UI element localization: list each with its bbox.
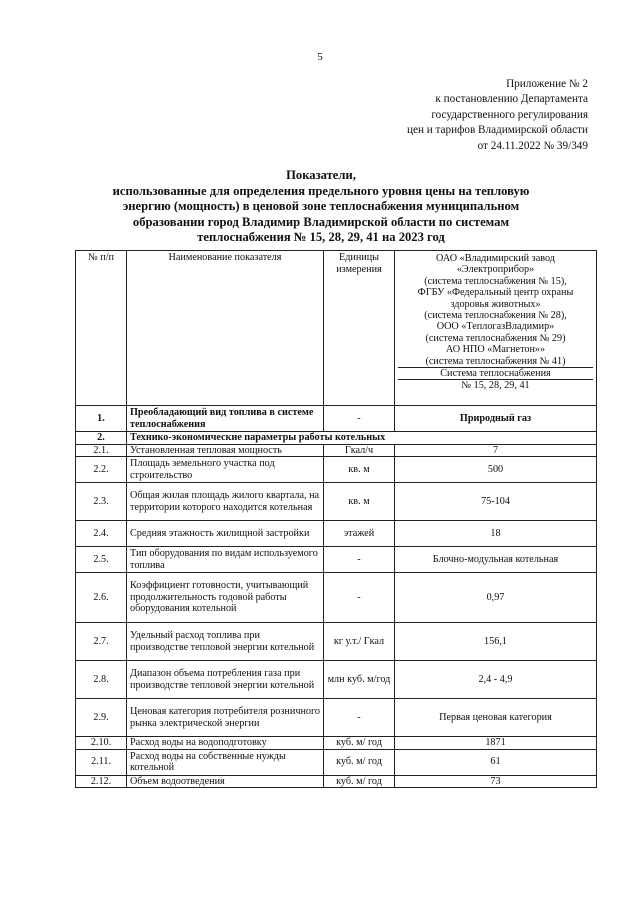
row-num: 2.10. [76, 737, 127, 750]
appendix-line: Приложение № 2 [506, 78, 588, 90]
row-value: 61 [395, 749, 597, 775]
row-name: Расход воды на водоподготовку [127, 737, 324, 750]
row-value: Первая ценовая категория [395, 699, 597, 737]
row-num: 2.9. [76, 699, 127, 737]
row-num: 2.1. [76, 444, 127, 457]
table-row [76, 661, 597, 699]
table-header-row [76, 251, 597, 406]
organizations-list [398, 252, 593, 367]
appendix-line: цен и тарифов Владимирской области [407, 124, 588, 137]
row-value: 156,1 [395, 623, 597, 661]
row-unit: куб. м/ год [324, 775, 395, 788]
row-unit: - [324, 699, 395, 737]
row-unit: - [324, 406, 395, 432]
row-num: 2.5. [76, 547, 127, 573]
header-unit: Единицы измерения [324, 251, 395, 406]
row-unit: этажей [324, 521, 395, 547]
section-title: Технико-экономические параметры работы котельных [127, 432, 597, 445]
row-name: Площадь земельного участка под строительство [127, 457, 324, 483]
row-unit: кв. м [324, 483, 395, 521]
header-num: № п/п [76, 251, 127, 406]
row-name: Объем водоотведения [127, 775, 324, 788]
row-unit: кв. м [324, 457, 395, 483]
row-num: 2.11. [76, 749, 127, 775]
table-row [76, 775, 597, 788]
row-name: Коэффициент готовности, учитывающий продолжительность годовой работы оборудования котельной [127, 573, 324, 623]
table-row [76, 457, 597, 483]
row-value: Блочно-модульная котельная [395, 547, 597, 573]
row-value: 18 [395, 521, 597, 547]
row-num: 2. [76, 432, 127, 445]
organization-line: (система теплоснабжения № 41) [425, 355, 566, 367]
row-name: Удельный расход топлива при производстве тепловой энергии котельной [127, 623, 324, 661]
row-num: 1. [76, 406, 127, 432]
table-row [76, 547, 597, 573]
row-num: 2.7. [76, 623, 127, 661]
header-name: Наименование показателя [127, 251, 324, 406]
row-value: 75-104 [395, 483, 597, 521]
title-line: Показатели, [286, 168, 356, 182]
row-unit: куб. м/ год [324, 737, 395, 750]
page-number: 5 [317, 51, 323, 63]
indicators-table [75, 250, 597, 788]
table-row [76, 521, 597, 547]
table-row [76, 406, 597, 432]
system-numbers: № 15, 28, 29, 41 [398, 379, 593, 391]
organization-line: (система теплоснабжения № 29) [425, 332, 566, 344]
row-name: Преобладающий вид топлива в системе теплоснабжения [127, 406, 324, 432]
row-num: 2.4. [76, 521, 127, 547]
row-unit: Гкал/ч [324, 444, 395, 457]
table-row [76, 749, 597, 775]
table-row [76, 623, 597, 661]
row-unit: - [324, 547, 395, 573]
table-row [76, 737, 597, 750]
row-num: 2.6. [76, 573, 127, 623]
row-num: 2.2. [76, 457, 127, 483]
organization-line: (система теплоснабжения № 15), [424, 275, 567, 287]
row-name: Диапазон объема потребления газа при производстве тепловой энергии котельной [127, 661, 324, 699]
row-name: Средняя этажность жилищной застройки [127, 521, 324, 547]
title-line: образовании город Владимир Владимирской области по системам [132, 214, 510, 229]
row-unit: кг у.т./ Гкал [324, 623, 395, 661]
row-value: 2,4 - 4,9 [395, 661, 597, 699]
organization-line: (система теплоснабжения № 28), [424, 310, 567, 322]
row-value: 500 [395, 457, 597, 483]
header-organizations [395, 251, 597, 406]
row-num: 2.3. [76, 483, 127, 521]
row-value: 7 [395, 444, 597, 457]
row-value: 73 [395, 775, 597, 788]
row-name: Расход воды на собственные нужды котельной [127, 749, 324, 775]
title-line: использованные для определения предельного уровня цены на тепловую [112, 183, 530, 198]
row-name: Общая жилая площадь жилого квартала, на территории которого находится котельная [127, 483, 324, 521]
appendix-line: к постановлению Департамента [435, 93, 588, 106]
table-section-row [76, 432, 597, 445]
table-row [76, 444, 597, 457]
title-line: теплоснабжения № 15, 28, 29, 41 на 2023 год [197, 230, 445, 245]
row-value: 1871 [395, 737, 597, 750]
title-line: энергию (мощность) в ценовой зоне теплоснабжения муниципальном [122, 199, 520, 214]
row-unit: - [324, 573, 395, 623]
row-unit: куб. м/ год [324, 749, 395, 775]
organization-line: ФГБУ «Федеральный центр охраны здоровья животных» [417, 287, 574, 310]
system-label: Система теплоснабжения [398, 367, 593, 379]
table-row [76, 699, 597, 737]
organization-line: ОАО «Владимирский завод «Электроприбор» [436, 253, 555, 276]
appendix-reference [407, 77, 588, 154]
row-value: Природный газ [395, 406, 597, 432]
row-value: 0,97 [395, 573, 597, 623]
row-unit: млн куб. м/год [324, 661, 395, 699]
row-num: 2.12. [76, 775, 127, 788]
organization-line: АО НПО «Магнетон»» [445, 344, 546, 356]
row-name: Тип оборудования по видам используемого топлива [127, 547, 324, 573]
row-num: 2.8. [76, 661, 127, 699]
appendix-line: государственного регулирования [431, 108, 588, 121]
table-row [76, 483, 597, 521]
row-name: Ценовая категория потребителя розничного рынка электрической энергии [127, 699, 324, 737]
appendix-line: от 24.11.2022 № 39/349 [477, 139, 588, 152]
table-row [76, 573, 597, 623]
organization-line: ООО «ТеплогазВладимир» [436, 321, 555, 333]
row-name: Установленная тепловая мощность [127, 444, 324, 457]
document-title [80, 168, 562, 246]
